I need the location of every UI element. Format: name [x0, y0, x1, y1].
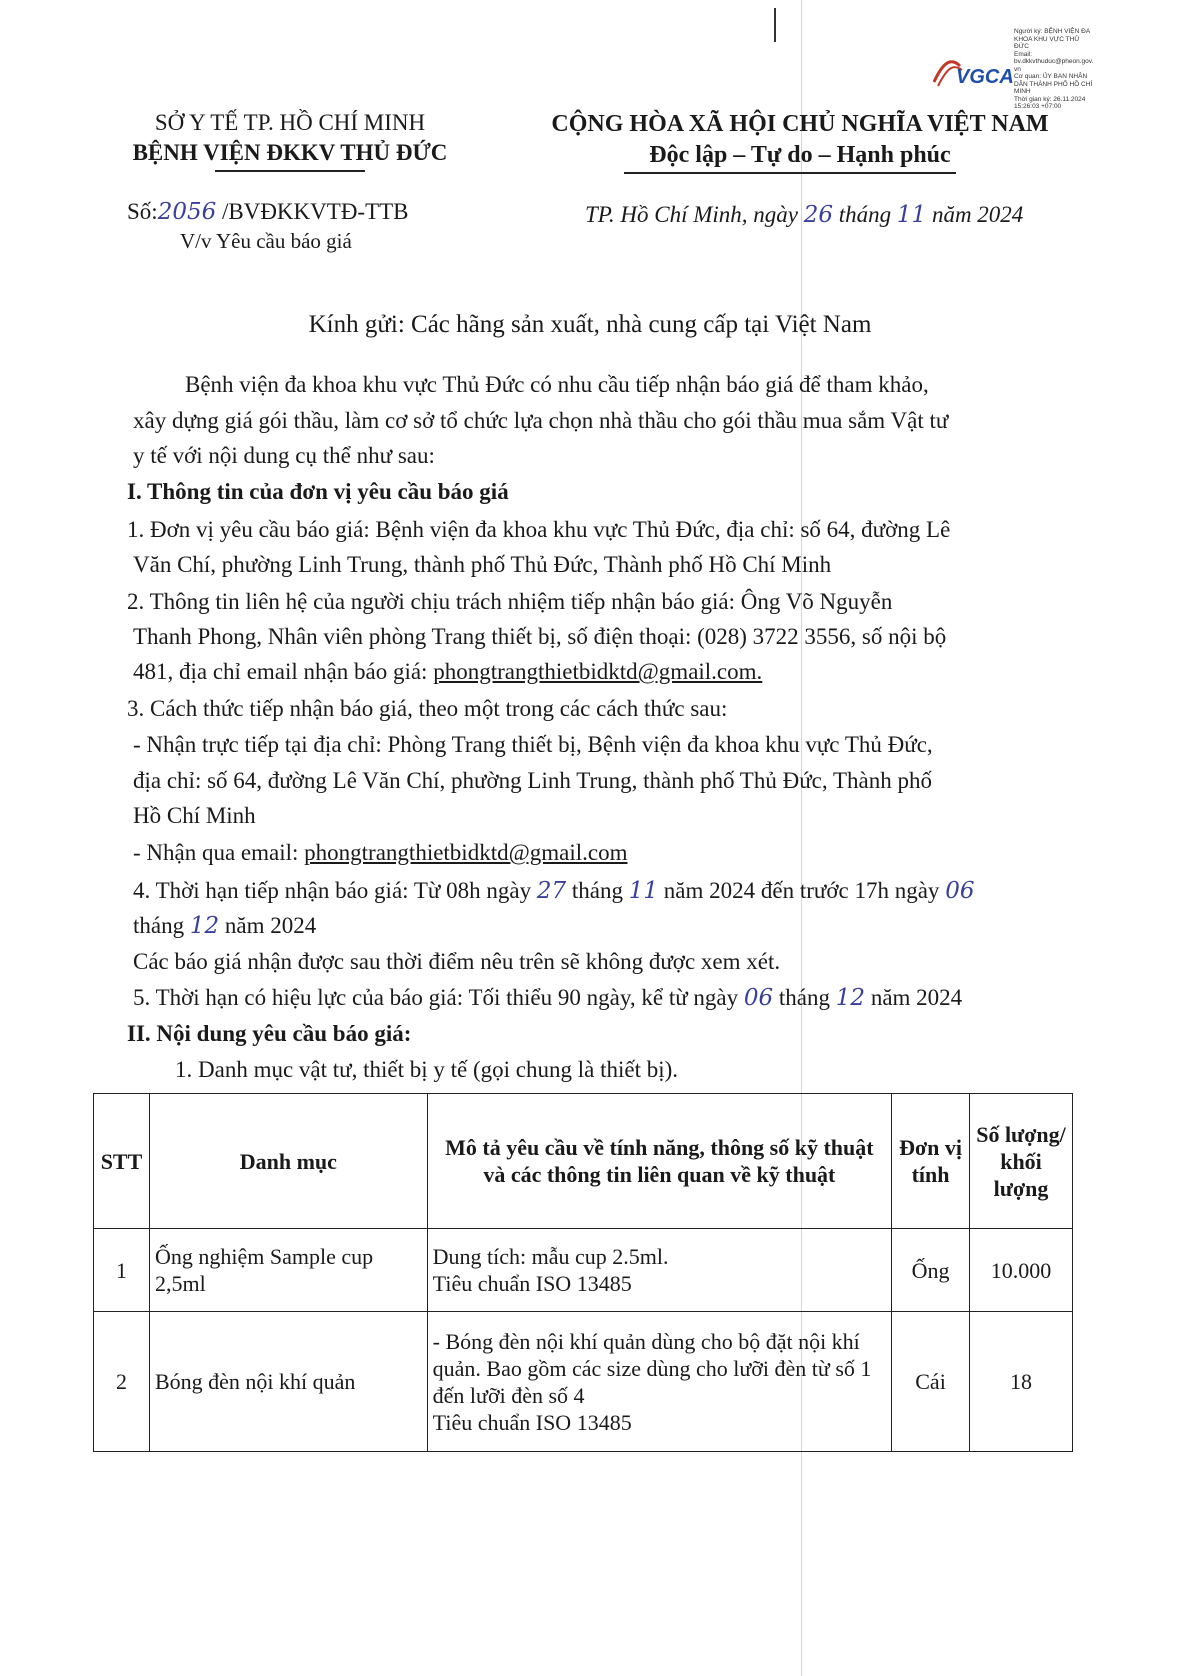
row-desc-line: Dung tích: mẫu cup 2.5ml. [432, 1244, 669, 1269]
list-item-1: 1. Danh mục vật tư, thiết bị y tế (gọi chung là thiết bị). [175, 1057, 679, 1082]
date-day-handwritten: 26 [803, 202, 834, 228]
item-2-email-label: 481, địa chỉ email nhận báo giá: [133, 659, 434, 684]
signature-line: 15:26:03 +07:00 [1014, 103, 1062, 110]
item-4-line [133, 908, 316, 944]
item-2-line: Thanh Phong, Nhân viên phòng Trang thiết bị, số điện thoại: (028) 3722 3556, số nội bộ [133, 624, 947, 649]
item-3-email-label: - Nhận qua email: [133, 840, 305, 865]
row-desc [427, 1229, 891, 1312]
signature-details [1014, 28, 1114, 111]
section-1-title: I. Thông tin của đơn vị yêu cầu báo giá [127, 479, 509, 504]
intro-line: Bệnh viện đa khoa khu vực Thủ Đức có nhu cầu tiếp nhận báo giá để tham khảo, [185, 372, 929, 397]
submission-email-link[interactable]: phongtrangthietbidktd@gmail.com [304, 840, 628, 865]
doc-date [585, 200, 1023, 230]
table-row [94, 1312, 1073, 1452]
org-underline [215, 170, 365, 172]
late-note: Các báo giá nhận được sau thời điểm nêu trên sẽ không được xem xét. [133, 949, 781, 974]
row-stt: 2 [94, 1312, 150, 1452]
item-4-text: tháng [566, 878, 629, 903]
item-3-line: địa chỉ: số 64, đường Lê Văn Chí, phường Linh Trung, thành phố Thủ Đức, Thành phố [133, 768, 932, 793]
col-header-name: Danh mục [149, 1094, 427, 1229]
signature-line: KHOA KHU VỰC THỦ [1014, 35, 1080, 43]
col-header-qty: Số lượng/ khối lượng [970, 1094, 1073, 1229]
item-2-line [133, 654, 762, 689]
signature-line: DÂN THÀNH PHỐ HỒ CHÍ [1014, 80, 1093, 88]
row-desc [427, 1312, 891, 1452]
item-4-text: 4. Thời hạn tiếp nhận báo giá: Từ 08h ngày [133, 878, 537, 903]
item-5-text: tháng [773, 985, 836, 1010]
row-desc-line: - Bóng đèn nội khí quản dùng cho bộ đặt nội khí quản. Bao gồm các size dùng cho lưỡi đèn từ số 1 đến lưỡi đèn số 4 [432, 1328, 872, 1408]
item-4-end-month-handwritten: 12 [189, 913, 220, 939]
row-name: Ống nghiệm Sample cup 2,5ml [149, 1229, 427, 1312]
col-header-desc: Mô tả yêu cầu về tính năng, thông số kỹ thuật và các thông tin liên quan về kỹ thuật [427, 1094, 891, 1229]
intro-line: y tế với nội dung cụ thể như sau: [133, 443, 435, 468]
item-2-line: 2. Thông tin liên hệ của người chịu trách nhiệm tiếp nhận báo giá: Ông Võ Nguyễn [127, 589, 893, 614]
item-4-text: năm 2024 [219, 913, 317, 938]
item-5-text: 5. Thời hạn có hiệu lực của báo giá: Tối thiểu 90 ngày, kể từ ngày [133, 985, 744, 1010]
date-month-label: tháng [833, 202, 897, 227]
doc-number [127, 197, 409, 227]
item-5-day-handwritten: 06 [743, 985, 774, 1011]
vgca-logo-icon [930, 52, 1016, 92]
row-name: Bóng đèn nội khí quản [149, 1312, 427, 1452]
item-3-title: 3. Cách thức tiếp nhận báo giá, theo một trong các cách thức sau: [127, 696, 728, 721]
signature-line: Người ký: BỆNH VIỆN ĐA [1014, 28, 1091, 35]
item-4-end-day-handwritten: 06 [945, 878, 975, 904]
doc-number-suffix: /BVĐKKVTĐ-TTB [216, 199, 409, 224]
signature-line: Email: [1014, 50, 1033, 58]
nation-motto: Độc lập – Tự do – Hạnh phúc [649, 142, 951, 168]
intro-line: xây dựng giá gói thầu, làm cơ sở tổ chức lựa chọn nhà thầu cho gói thầu mua sắm Vật tư [133, 408, 949, 433]
org-block [100, 108, 480, 168]
row-unit: Ống [892, 1229, 970, 1312]
row-desc-line: Tiêu chuẩn ISO 13485 [432, 1409, 632, 1435]
item-3-line: Hồ Chí Minh [133, 803, 256, 828]
item-1-line: Văn Chí, phường Linh Trung, thành phố Thủ Đức, Thành phố Hồ Chí Minh [133, 552, 832, 577]
signature-line: Cơ quan: ỦY BAN NHÂN [1014, 73, 1088, 80]
col-header-stt: STT [94, 1094, 150, 1229]
item-4-day-handwritten: 27 [536, 878, 567, 904]
item-5-text: năm 2024 [865, 985, 963, 1010]
item-5-line [133, 980, 962, 1016]
row-desc-line: Tiêu chuẩn ISO 13485 [432, 1271, 632, 1296]
item-1-line: 1. Đơn vị yêu cầu báo giá: Bệnh viện đa khoa khu vực Thủ Đức, địa chỉ: số 64, đường Lê [127, 517, 951, 542]
vgca-logo [930, 52, 1016, 92]
item-5-month-handwritten: 12 [835, 985, 866, 1011]
signature-line: Thời gian ký: 26.11.2024 [1014, 95, 1086, 103]
contact-email-link[interactable]: phongtrangthietbidktd@gmail.com. [433, 659, 763, 684]
table-header-row [94, 1094, 1073, 1229]
org-name: BỆNH VIỆN ĐKKV THỦ ĐỨC [132, 140, 448, 165]
item-4-month-handwritten: 11 [628, 878, 659, 904]
date-year: năm 2024 [926, 202, 1024, 227]
doc-number-prefix: Số: [127, 199, 158, 224]
item-3-line: - Nhận trực tiếp tại địa chỉ: Phòng Trang thiết bị, Bệnh viện đa khoa khu vực Thủ Đức, [133, 732, 933, 757]
col-header-unit: Đơn vị tính [892, 1094, 970, 1229]
nation-block [500, 108, 1100, 170]
org-parent: SỞ Y TẾ TP. HỒ CHÍ MINH [154, 110, 426, 135]
item-3-email-line [133, 835, 628, 870]
signature-line: ĐỨC [1014, 43, 1029, 50]
nation-title: CỘNG HÒA XÃ HỘI CHỦ NGHĨA VIỆT NAM [551, 111, 1049, 137]
signature-line: bv.dkkvthuduc@pheon.gov. [1014, 58, 1094, 65]
recipient: Kính gửi: Các hãng sản xuất, nhà cung cấp tại Việt Nam [308, 311, 872, 338]
items-table [93, 1093, 1073, 1452]
item-4-text: năm 2024 đến trước 17h ngày [658, 878, 946, 903]
section-2-title: II. Nội dung yêu cầu báo giá: [127, 1021, 412, 1046]
item-4-line [133, 873, 974, 909]
row-qty: 10.000 [970, 1229, 1073, 1312]
signature-line: vn [1014, 65, 1021, 73]
row-qty: 18 [970, 1312, 1073, 1452]
row-unit: Cái [892, 1312, 970, 1452]
date-month-handwritten: 11 [896, 202, 927, 228]
doc-number-handwritten: 2056 [157, 199, 217, 225]
date-prefix: TP. Hồ Chí Minh, ngày [585, 202, 804, 227]
motto-underline [624, 172, 956, 174]
signature-line: MINH [1014, 88, 1031, 95]
scan-mark [774, 8, 776, 42]
table-row [94, 1229, 1073, 1312]
vgca-logo-text: VGCA [956, 66, 1014, 88]
item-4-text: tháng [133, 913, 190, 938]
row-stt: 1 [94, 1229, 150, 1312]
doc-subject: V/v Yêu cầu báo giá [180, 229, 352, 253]
